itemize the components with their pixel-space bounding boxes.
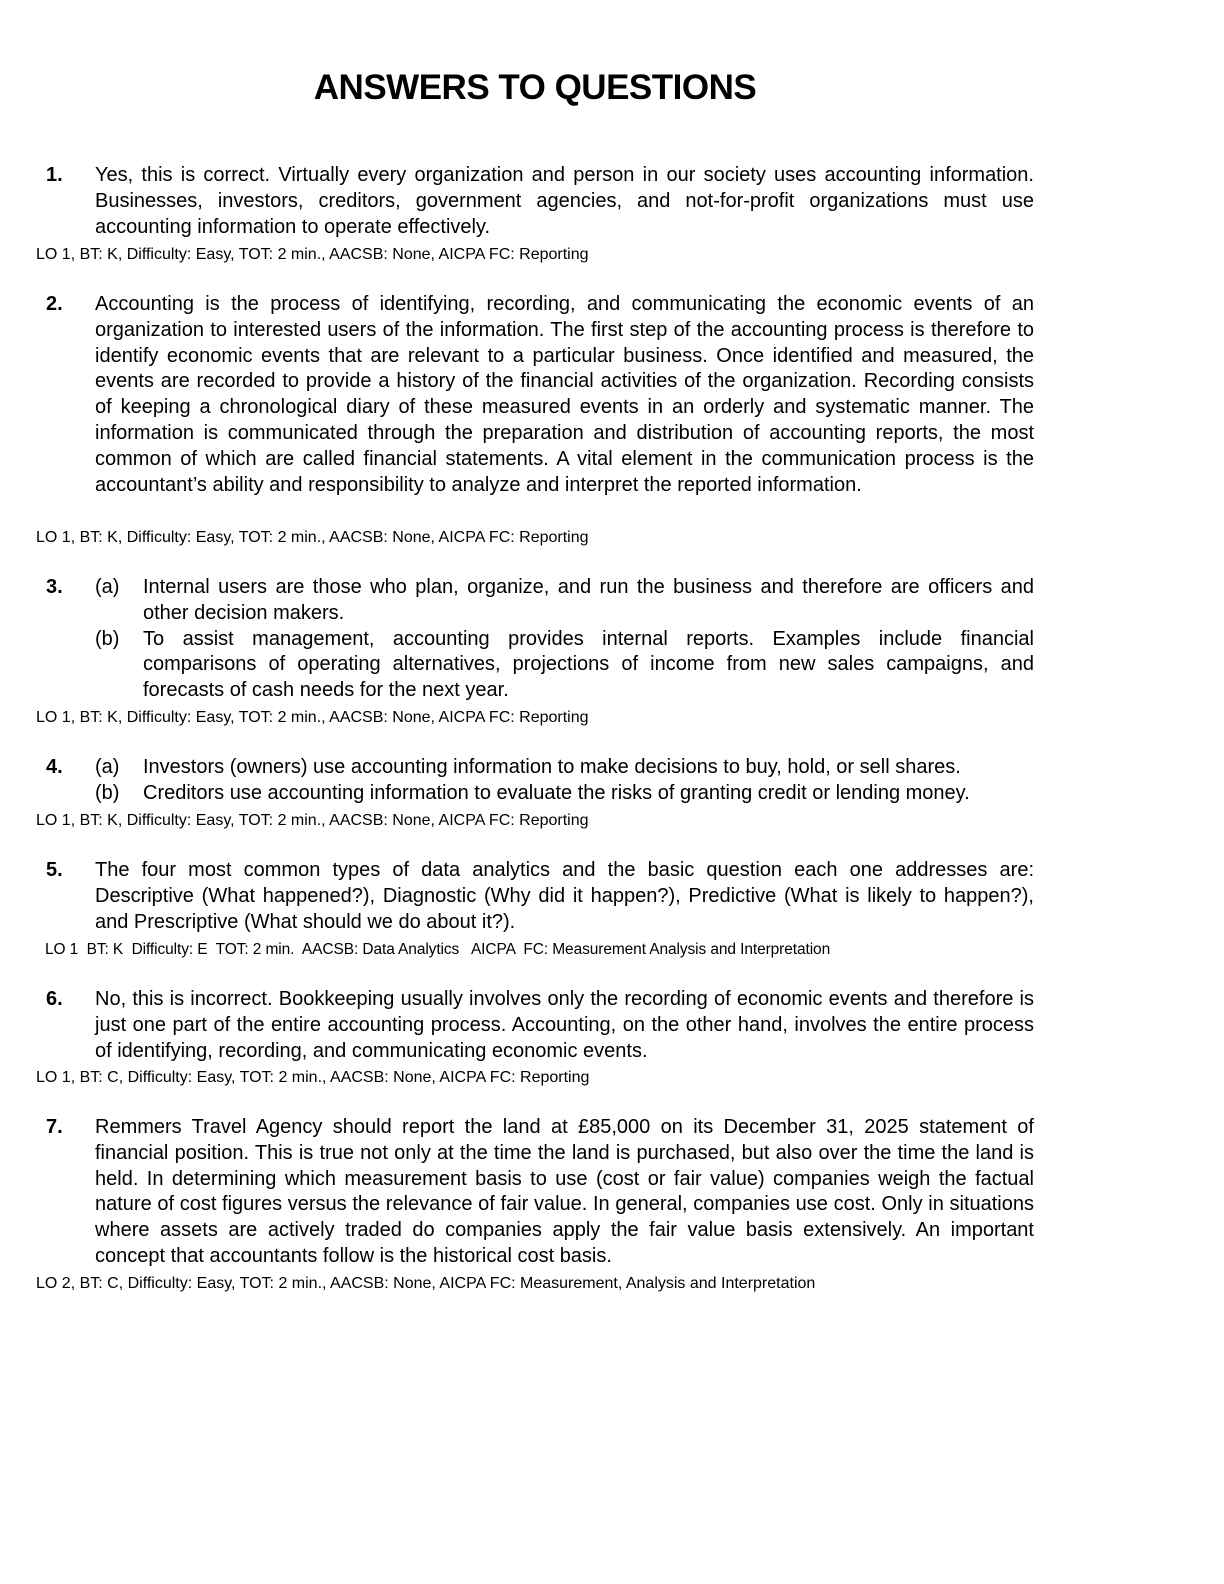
answer-parts	[95, 575, 1034, 704]
part-text: To assist management, accounting provides internal reports. Examples include financial comparisons of operating alternatives, projections of income from new sales campaigns, and forecasts of cash needs for the next year.	[143, 627, 1034, 702]
part-text: Investors (owners) use accounting information to make decisions to buy, hold, or sell shares.	[143, 756, 961, 778]
answer-part-b	[95, 781, 1034, 807]
page-title: ANSWERS TO QUESTIONS	[313, 68, 757, 107]
question-7-metadata: LO 2, BT: C, Difficulty: Easy, TOT: 2 min., AACSB: None, AICPA FC: Measurement, Analysis and Interpretation	[36, 1275, 816, 1292]
question-1-metadata: LO 1, BT: K, Difficulty: Easy, TOT: 2 min., AACSB: None, AICPA FC: Reporting	[36, 246, 589, 263]
question-2-metadata: LO 1, BT: K, Difficulty: Easy, TOT: 2 min., AACSB: None, AICPA FC: Reporting	[36, 529, 589, 546]
answer-text: The four most common types of data analytics and the basic question each one addresses are: Descriptive (What happened?), Diagnostic (Why did it happen?), Predictive (What is likely to happen?), and Prescriptive (What should we do about it?).	[95, 859, 1034, 933]
part-letter: (b)	[95, 781, 120, 804]
question-6-metadata: LO 1, BT: C, Difficulty: Easy, TOT: 2 min., AACSB: None, AICPA FC: Reporting	[36, 1069, 590, 1086]
question-number: 7.	[46, 1116, 63, 1138]
answer-text: Remmers Travel Agency should report the land at £85,000 on its December 31, 2025 statement of financial position. This is true not only at the time the land is purchased, but also over the time the land is held. In determining which measurement basis to use (cost or fair value) companies weigh the factual nature of cost figures versus the relevance of fair value. In general, companies use cost. Only in situations where assets are actively traded do companies apply the fair value basis extensively. An important concept that accountants follow is the historical cost basis.	[95, 1116, 1034, 1267]
part-letter: (b)	[95, 627, 120, 650]
answer-part-a	[95, 755, 1034, 781]
question-3-metadata: LO 1, BT: K, Difficulty: Easy, TOT: 2 min., AACSB: None, AICPA FC: Reporting	[36, 709, 589, 726]
answer-text: Yes, this is correct. Virtually every organization and person in our society uses accounting information. Businesses, investors, creditors, government agencies, and not-for-profit organizations must use accounting information to operate effectively.	[95, 164, 1034, 238]
answer-part-b	[95, 627, 1034, 704]
answer-part-a	[95, 575, 1034, 627]
question-4-metadata: LO 1, BT: K, Difficulty: Easy, TOT: 2 min., AACSB: None, AICPA FC: Reporting	[36, 812, 589, 829]
question-number: 1.	[46, 164, 63, 186]
answer-text: Accounting is the process of identifying, recording, and communicating the economic events of an organization to interested users of the information. The first step of the accounting process is therefore to identify economic events that are relevant to a particular business. Once identified and measured, the events are recorded to provide a history of the financial activities of the organization. Recording consists of keeping a chronological diary of these measured events in an orderly and systematic manner. The information is communicated through the preparation and distribution of accounting reports, the most common of which are called financial statements. A vital element in the communication process is the accountant’s ability and responsibility to analyze and interpret the reported information.	[95, 293, 1034, 496]
answer-parts	[95, 755, 1034, 807]
question-number: 2.	[46, 293, 63, 315]
question-number: 5.	[46, 859, 63, 881]
part-letter: (a)	[95, 576, 120, 598]
question-number: 3.	[46, 576, 63, 598]
part-text: Internal users are those who plan, organize, and run the business and therefore are officers and other decision makers.	[143, 576, 1034, 624]
answer-text: No, this is incorrect. Bookkeeping usually involves only the recording of economic events and therefore is just one part of the entire accounting process. Accounting, on the other hand, involves the entire process of identifying, recording, and communicating economic events.	[95, 988, 1034, 1062]
question-5-metadata: LO 1 BT: K Difficulty: E TOT: 2 min. AACSB: Data Analytics AICPA FC: Measurement Analysis and Interpretation	[45, 941, 831, 958]
part-text: Creditors use accounting information to evaluate the risks of granting credit or lending money.	[143, 781, 970, 804]
question-number: 6.	[46, 988, 63, 1010]
question-number: 4.	[46, 756, 63, 778]
part-letter: (a)	[95, 756, 120, 778]
